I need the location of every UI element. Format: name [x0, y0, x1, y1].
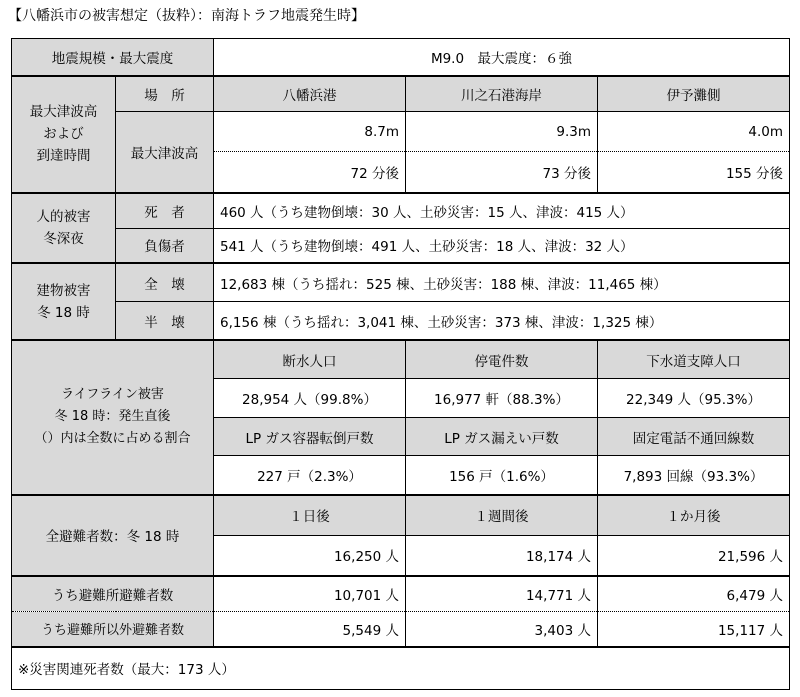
tsunami-height-value: 8.7m	[214, 111, 406, 152]
shelter-evacuee-value: 14,771 人	[406, 576, 598, 611]
lifeline-value: 28,954 人（99.8%）	[214, 379, 406, 418]
lifeline-value: 7,893 回線（93.3%）	[598, 456, 790, 495]
outside-evacuee-value: 15,117 人	[598, 611, 790, 646]
page-title: 【八幡浜市の被害想定（抜粋）：南海トラフ地震発生時】	[8, 8, 365, 24]
casualties-death-row	[12, 193, 790, 228]
lifeline-value: 227 戸（2.3%）	[214, 456, 406, 495]
shelter-evacuee-row	[12, 576, 790, 611]
death-value: 460 人（うち建物倒壊：30 人、土砂災害：15 人、津波：415 人）	[214, 193, 790, 228]
tsunami-arrival-value: 73 分後	[406, 152, 598, 193]
tsunami-height-label: 最大津波高	[116, 111, 214, 192]
shelter-evacuee-value: 10,701 人	[214, 576, 406, 611]
shelter-evacuee-value: 6,479 人	[598, 576, 790, 611]
tsunami-height-value: 9.3m	[406, 111, 598, 152]
lifeline-header: 固定電話不通回線数	[598, 417, 790, 456]
evacuee-period: １週間後	[406, 495, 598, 536]
outside-evacuee-row	[12, 611, 790, 646]
total-evacuee-value: 18,174 人	[406, 535, 598, 576]
lifeline-header: 停電件数	[406, 340, 598, 379]
injured-label: 負傷者	[116, 228, 214, 263]
lifeline-header-row-1	[12, 340, 790, 379]
lifeline-header: LP ガス漏えい戸数	[406, 417, 598, 456]
buildings-full-row	[12, 263, 790, 302]
tsunami-place: 八幡浜港	[214, 76, 406, 111]
lifeline-value: 16,977 軒（88.3%）	[406, 379, 598, 418]
shelter-evacuee-label: うち避難所避難者数	[12, 576, 214, 611]
total-evacuee-value: 21,596 人	[598, 535, 790, 576]
evacuee-period: １日後	[214, 495, 406, 536]
buildings-group-label: 建物被害 冬 18 時	[12, 263, 116, 340]
total-evacuee-label: 全避難者数：冬 18 時	[12, 495, 214, 576]
outside-evacuee-value: 3,403 人	[406, 611, 598, 646]
note-row	[12, 647, 790, 690]
tsunami-height-row	[12, 111, 790, 152]
outside-evacuee-label: うち避難所以外避難者数	[12, 611, 214, 646]
tsunami-arrival-value: 155 分後	[598, 152, 790, 193]
full-collapse-value: 12,683 棟（うち揺れ：525 棟、土砂災害：188 棟、津波：11,465 棟）	[214, 263, 790, 302]
total-evacuee-value: 16,250 人	[214, 535, 406, 576]
damage-estimate-table	[11, 38, 790, 690]
tsunami-place-label: 場 所	[116, 76, 214, 111]
lifeline-header: LP ガス容器転倒戸数	[214, 417, 406, 456]
evacuee-period-row	[12, 495, 790, 536]
evacuee-period: １か月後	[598, 495, 790, 536]
lifeline-header: 断水人口	[214, 340, 406, 379]
tsunami-arrival-value: 72 分後	[214, 152, 406, 193]
lifeline-group-label: ライフライン被害 冬 18 時：発生直後 （）内は全数に占める割合	[12, 340, 214, 494]
casualties-injured-row	[12, 228, 790, 263]
tsunami-place-row	[12, 76, 790, 111]
lifeline-value: 22,349 人（95.3%）	[598, 379, 790, 418]
buildings-half-row	[12, 302, 790, 341]
outside-evacuee-value: 5,549 人	[214, 611, 406, 646]
full-collapse-label: 全 壊	[116, 263, 214, 302]
scale-value: M9.0 最大震度：６強	[214, 39, 790, 76]
tsunami-place: 伊予灘側	[598, 76, 790, 111]
tsunami-place: 川之石港海岸	[406, 76, 598, 111]
half-collapse-label: 半 壊	[116, 302, 214, 341]
death-label: 死 者	[116, 193, 214, 228]
half-collapse-value: 6,156 棟（うち揺れ：3,041 棟、土砂災害：373 棟、津波：1,325 棟）	[214, 302, 790, 341]
injured-value: 541 人（うち建物倒壊：491 人、土砂災害：18 人、津波：32 人）	[214, 228, 790, 263]
scale-row	[12, 39, 790, 76]
tsunami-group-label: 最大津波高 および 到達時間	[12, 76, 116, 193]
lifeline-header: 下水道支障人口	[598, 340, 790, 379]
scale-label: 地震規模・最大震度	[12, 39, 214, 76]
casualties-group-label: 人的被害 冬深夜	[12, 193, 116, 264]
tsunami-height-value: 4.0m	[598, 111, 790, 152]
lifeline-value: 156 戸（1.6%）	[406, 456, 598, 495]
disaster-related-death-note: ※災害関連死者数（最大：173 人）	[12, 647, 790, 690]
